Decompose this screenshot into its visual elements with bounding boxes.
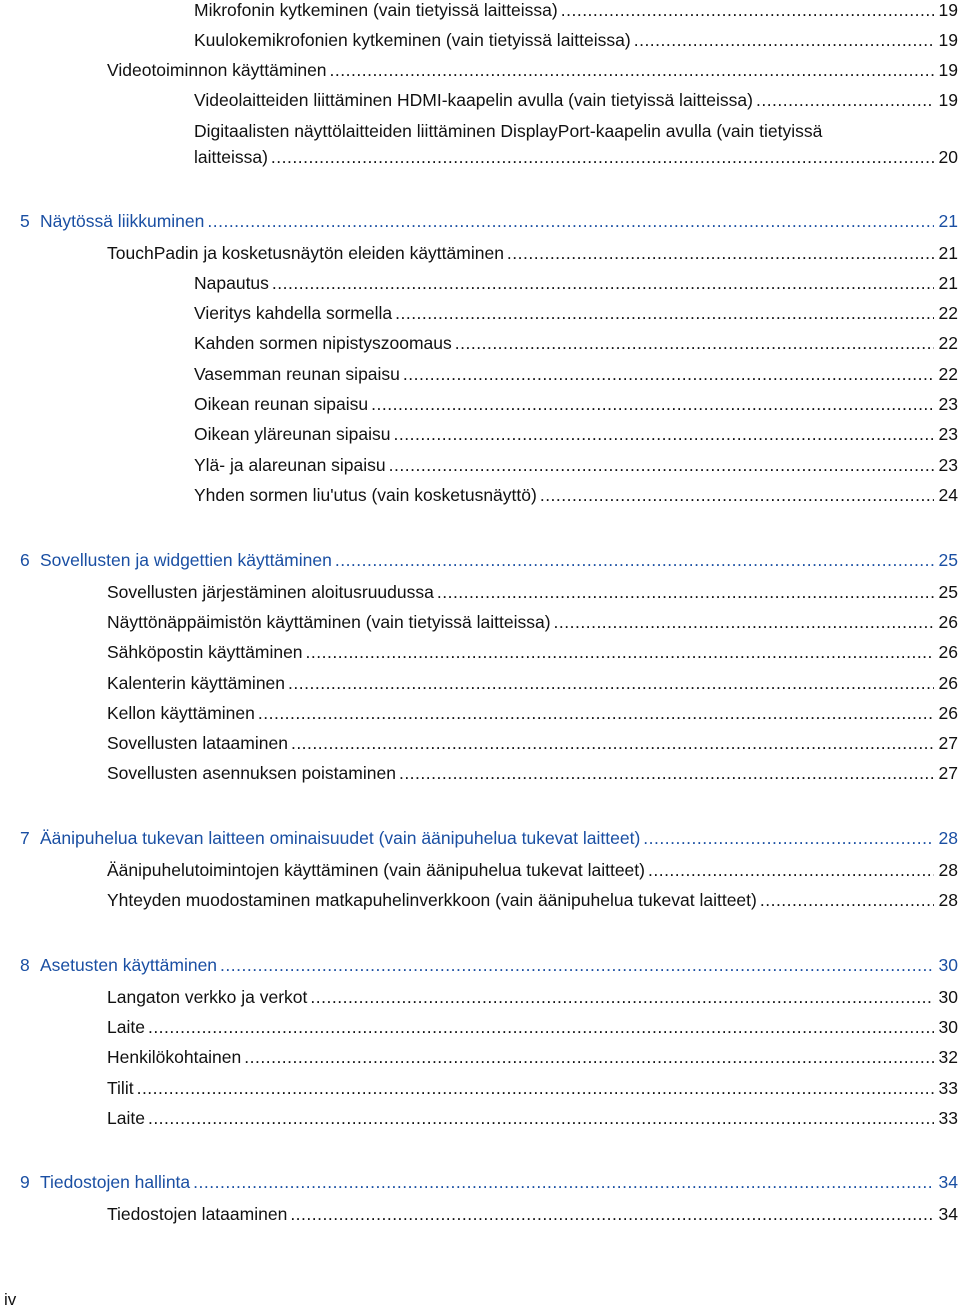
toc-entry-page: 19 — [938, 60, 958, 80]
toc-entry-page: 23 — [938, 394, 958, 414]
toc-entry-title: Sovellusten järjestäminen aloitusruudussa — [107, 582, 434, 602]
toc-entry-title: Napautus — [194, 273, 269, 293]
toc-entry[interactable] — [107, 986, 958, 1008]
toc-entry-page: 26 — [938, 642, 958, 662]
toc-entry-title: Äänipuhelutoimintojen käyttäminen (vain äänipuhelua tukevat laitteet) — [107, 860, 645, 880]
toc-entry-page: 30 — [938, 1017, 958, 1037]
toc-leader — [290, 1203, 933, 1225]
toc-entry-title: Sähköpostin käyttäminen — [107, 642, 303, 662]
toc-entry-page: 25 — [938, 582, 958, 602]
toc-entry-page: 26 — [938, 703, 958, 723]
toc-entry-page: 20 — [938, 147, 958, 167]
toc-entry-title: Laite — [107, 1108, 145, 1128]
toc-leader — [207, 210, 933, 232]
toc-leader — [371, 393, 933, 415]
toc-entry[interactable] — [107, 611, 958, 633]
toc-entry[interactable] — [194, 484, 958, 506]
toc-leader — [403, 363, 934, 385]
toc-entry[interactable] — [107, 1046, 958, 1068]
toc-entry-title: Tilit — [107, 1078, 134, 1098]
toc-entry[interactable] — [107, 59, 958, 81]
toc-entry-title: TouchPadin ja kosketusnäytön eleiden käyttäminen — [107, 243, 504, 263]
toc-leader — [643, 827, 933, 849]
toc-entry-title: Kahden sormen nipistyszoomaus — [194, 333, 452, 353]
chapter-number: 9 — [20, 1172, 30, 1192]
toc-entry-title: Ylä- ja alareunan sipaisu — [194, 455, 386, 475]
toc-entry-title: Yhteyden muodostaminen matkapuhelinverkkoon (vain äänipuhelua tukevat laitteet) — [107, 890, 757, 910]
toc-entry-page: 19 — [938, 90, 958, 110]
toc-chapter-5[interactable] — [20, 210, 958, 232]
toc-leader — [554, 611, 934, 633]
toc-entry-page: 24 — [938, 485, 958, 505]
toc-leader — [648, 859, 934, 881]
toc-leader — [394, 423, 934, 445]
toc-entry-page: 32 — [938, 1047, 958, 1067]
toc-entry[interactable] — [107, 732, 958, 754]
toc-entry-page: 33 — [938, 1108, 958, 1128]
toc-entry-page: 28 — [938, 890, 958, 910]
toc-leader — [395, 302, 933, 324]
page-number: iv — [4, 1290, 17, 1309]
toc-entry[interactable] — [107, 1016, 958, 1038]
toc-leader — [137, 1077, 934, 1099]
toc-leader — [437, 581, 934, 603]
toc-entry-title: Langaton verkko ja verkot — [107, 987, 308, 1007]
toc-entry-page: 25 — [938, 550, 958, 570]
toc-entry[interactable] — [107, 672, 958, 694]
toc-chapter-7[interactable] — [20, 827, 958, 849]
toc-entry[interactable] — [107, 859, 958, 881]
toc-entry[interactable] — [194, 363, 958, 385]
toc-entry-title: Vieritys kahdella sormella — [194, 303, 393, 323]
chapter-number: 8 — [20, 955, 30, 975]
toc-entry-title: Oikean yläreunan sipaisu — [194, 424, 391, 444]
toc-entry-title: Yhden sormen liu'utus (vain kosketusnäyttö) — [194, 485, 537, 505]
toc-leader — [193, 1171, 933, 1193]
toc-leader — [756, 89, 934, 111]
toc-entry[interactable] — [194, 302, 958, 324]
toc-entry-page: 28 — [938, 828, 958, 848]
toc-entry-title: Videotoiminnon käyttäminen — [107, 60, 327, 80]
toc-leader — [148, 1107, 934, 1129]
toc-entry[interactable] — [194, 423, 958, 445]
toc-entry-title: Kalenterin käyttäminen — [107, 673, 286, 693]
toc-entry-page: 26 — [938, 612, 958, 632]
chapter-title: Näytössä liikkuminen — [40, 211, 205, 231]
toc-leader — [148, 1016, 934, 1038]
chapter-title: Sovellusten ja widgettien käyttäminen — [40, 550, 332, 570]
toc-leader — [507, 242, 934, 264]
toc-leader — [306, 641, 934, 663]
toc-leader — [399, 762, 934, 784]
toc-entry-title: Henkilökohtainen — [107, 1047, 242, 1067]
toc-entry[interactable] — [194, 0, 958, 21]
chapter-number: 7 — [20, 828, 30, 848]
toc-entry[interactable] — [107, 762, 958, 784]
toc-entry[interactable] — [194, 29, 958, 51]
toc-leader — [291, 732, 934, 754]
toc-entry-title: Sovellusten asennuksen poistaminen — [107, 763, 396, 783]
toc-entry-title: Kellon käyttäminen — [107, 703, 255, 723]
toc-entry[interactable] — [194, 332, 958, 354]
toc-entry-page: 22 — [938, 303, 958, 323]
toc-leader — [330, 59, 934, 81]
toc-entry[interactable] — [194, 89, 958, 111]
toc-entry-page: 33 — [938, 1078, 958, 1098]
chapter-number: 5 — [20, 211, 30, 231]
toc-chapter-9[interactable] — [20, 1171, 958, 1193]
toc-leader — [220, 954, 933, 976]
toc-entry-title: Sovellusten lataaminen — [107, 733, 288, 753]
toc-entry[interactable] — [194, 393, 958, 415]
toc-chapter-6[interactable] — [20, 549, 958, 571]
toc-leader — [561, 0, 934, 21]
toc-leader — [335, 549, 934, 571]
toc-entry-page: 34 — [938, 1204, 958, 1224]
toc-entry-title: Kuulokemikrofonien kytkeminen (vain tietyissä laitteissa) — [194, 30, 631, 50]
toc-entry-title: Mikrofonin kytkeminen (vain tietyissä laitteissa) — [194, 0, 558, 20]
toc-leader — [540, 484, 934, 506]
toc-entry-page: 27 — [938, 763, 958, 783]
toc-entry[interactable] — [107, 1203, 958, 1225]
toc-leader — [258, 702, 934, 724]
toc-leader — [244, 1046, 933, 1068]
toc-entry-page: 30 — [938, 987, 958, 1007]
toc-entry-page: 22 — [938, 364, 958, 384]
toc-leader — [634, 29, 934, 51]
toc-entry-page: 27 — [938, 733, 958, 753]
toc-entry-title: Näyttönäppäimistön käyttäminen (vain tietyissä laitteissa) — [107, 612, 551, 632]
toc-entry[interactable] — [107, 889, 958, 911]
toc-leader — [310, 986, 933, 1008]
toc-entry-page: 34 — [938, 1172, 958, 1192]
toc-leader — [288, 672, 934, 694]
toc-entry[interactable] — [107, 702, 958, 724]
toc-entry[interactable] — [194, 454, 958, 476]
toc-entry[interactable] — [107, 1107, 958, 1129]
toc-entry-title: Laite — [107, 1017, 145, 1037]
toc-entry[interactable] — [107, 1077, 958, 1099]
toc-entry[interactable] — [194, 272, 958, 294]
toc-entry-page: 22 — [938, 333, 958, 353]
chapter-title: Äänipuhelua tukevan laitteen ominaisuudet (vain äänipuhelua tukevat laitteet) — [40, 828, 641, 848]
chapter-title: Tiedostojen hallinta — [40, 1172, 191, 1192]
toc-leader — [389, 454, 934, 476]
toc-entry[interactable] — [107, 242, 958, 264]
toc-entry-page: 21 — [938, 211, 958, 231]
chapter-title: Asetusten käyttäminen — [40, 955, 218, 975]
toc-entry-page: 28 — [938, 860, 958, 880]
toc-entry[interactable] — [107, 581, 958, 603]
toc-entry-title: Oikean reunan sipaisu — [194, 394, 369, 414]
toc-entry[interactable] — [107, 641, 958, 663]
toc-entry-page: 19 — [938, 30, 958, 50]
toc-entry[interactable] — [194, 146, 958, 168]
toc-entry-page: 26 — [938, 673, 958, 693]
toc-leader — [271, 146, 934, 168]
chapter-number: 6 — [20, 550, 30, 570]
toc-leader — [760, 889, 934, 911]
toc-entry-title: Vasemman reunan sipaisu — [194, 364, 400, 384]
toc-leader — [455, 332, 934, 354]
toc-entry-page: 30 — [938, 955, 958, 975]
toc-entry-title: laitteissa) — [194, 147, 268, 167]
toc-leader — [272, 272, 934, 294]
toc-entry-page: 21 — [938, 243, 958, 263]
toc-entry-title-line1[interactable]: Digitaalisten näyttölaitteiden liittäminen DisplayPort-kaapelin avulla (vain tietyissä — [194, 121, 823, 141]
toc-entry-page: 21 — [938, 273, 958, 293]
toc-entry-title: Videolaitteiden liittäminen HDMI-kaapelin avulla (vain tietyissä laitteissa) — [194, 90, 753, 110]
toc-entry-page: 23 — [938, 455, 958, 475]
toc-chapter-8[interactable] — [20, 954, 958, 976]
toc-entry-title: Tiedostojen lataaminen — [107, 1204, 288, 1224]
toc-entry-page: 19 — [938, 0, 958, 20]
toc-entry-page: 23 — [938, 424, 958, 444]
